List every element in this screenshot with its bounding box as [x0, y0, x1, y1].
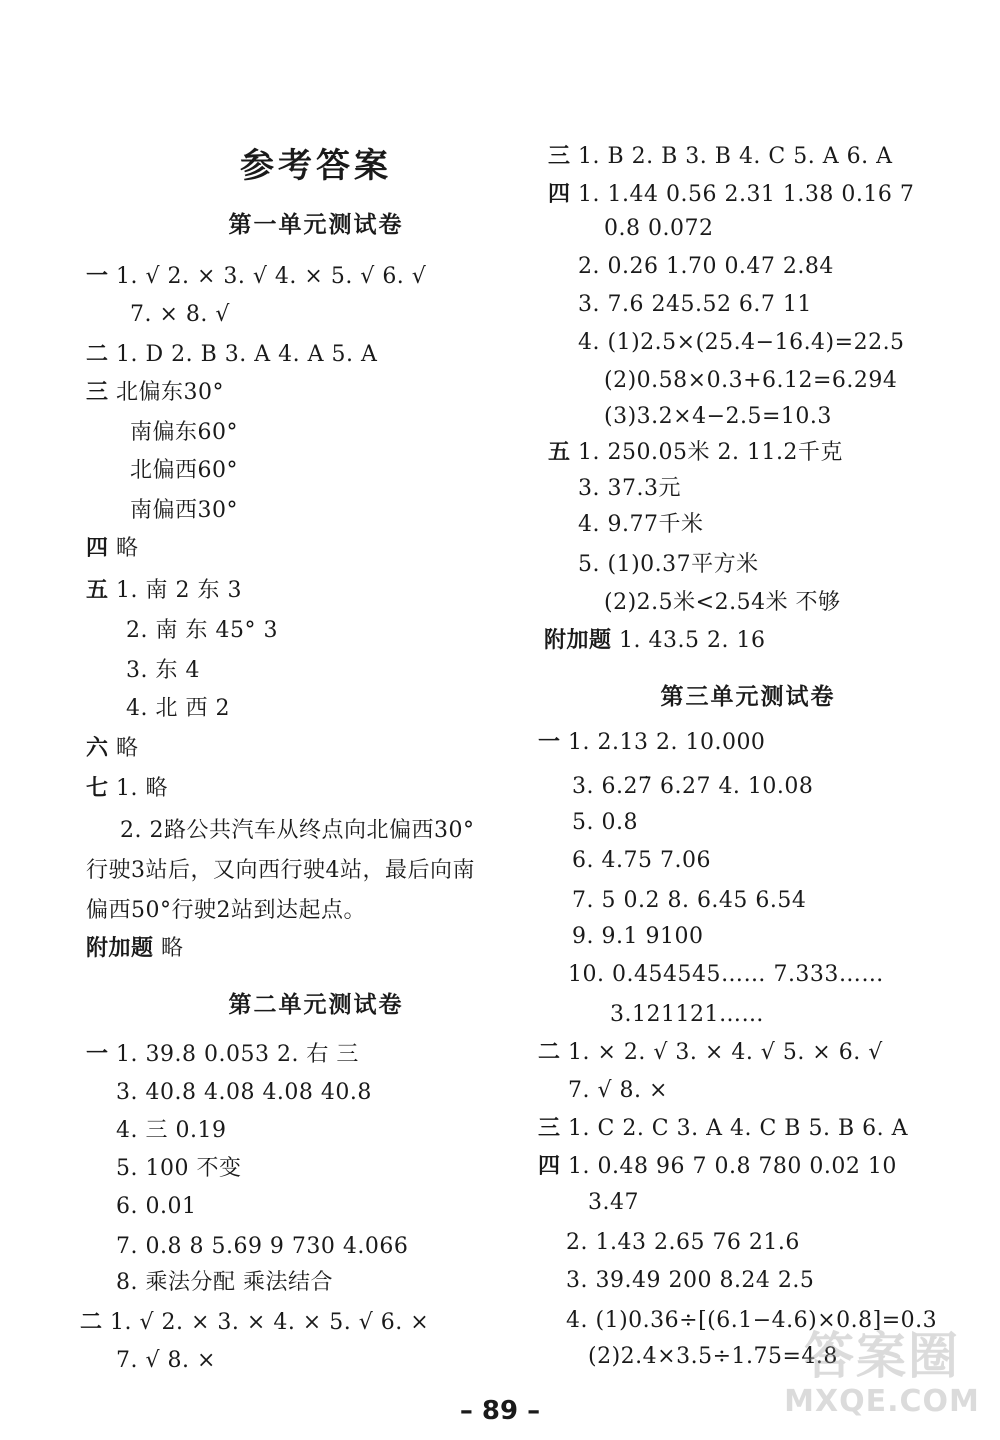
answer-line: 一 1. 2.13 2. 10.000 [538, 730, 766, 755]
answer-line: 行驶3站后，又向西行驶4站，最后向南 [86, 858, 475, 883]
answer-line: 4. (1)2.5×(25.4−16.4)=22.5 [578, 330, 905, 355]
answer-line: 三 北偏东30° [86, 380, 225, 405]
answer-line: 五 1. 250.05米 2. 11.2千克 [548, 440, 843, 465]
answer-line: 4. 9.77千米 [578, 512, 704, 537]
answer-line: 4. 北 西 2 [126, 696, 230, 721]
answer-line: 5. 0.8 [572, 810, 638, 835]
unit1-title: 第一单元测试卷 [228, 212, 404, 238]
answer-line: (2)0.58×0.3+6.12=6.294 [604, 368, 898, 393]
answer-line: 五 1. 南 2 东 3 [86, 578, 242, 603]
page-number: – 89 – [459, 1396, 541, 1426]
answer-line: 附加题 1. 43.5 2. 16 [544, 628, 766, 653]
answer-line: 9. 9.1 9100 [572, 924, 704, 949]
page-title: 参考答案 [240, 146, 392, 186]
answer-line: 南偏东60° [130, 420, 238, 445]
answer-line: 3. 37.3元 [578, 476, 681, 501]
answer-line: 2. 0.26 1.70 0.47 2.84 [578, 254, 834, 279]
answer-line: 5. (1)0.37平方米 [578, 552, 759, 577]
unit3-title: 第三单元测试卷 [660, 684, 836, 710]
answer-line: 三 1. B 2. B 3. B 4. C 5. A 6. A [548, 144, 893, 169]
answer-line: 南偏西30° [130, 498, 238, 523]
answer-line: 2. 2路公共汽车从终点向北偏西30° [120, 818, 475, 843]
answer-line: 二 1. √ 2. × 3. × 4. × 5. √ 6. × [80, 1310, 430, 1335]
answer-line: 一 1. 39.8 0.053 2. 右 三 [86, 1042, 359, 1067]
answer-line: 3.47 [588, 1190, 639, 1215]
answer-line: 6. 4.75 7.06 [572, 848, 711, 873]
answer-line: 4. 三 0.19 [116, 1118, 227, 1143]
answer-line: 北偏西60° [130, 458, 238, 483]
answer-line: 7. 5 0.2 8. 6.45 6.54 [572, 888, 807, 913]
answer-line: 7. × 8. √ [130, 302, 230, 327]
answer-line: 2. 1.43 2.65 76 21.6 [566, 1230, 800, 1255]
answer-line: 3. 东 4 [126, 658, 200, 683]
answer-line: 3.121121…… [610, 1002, 764, 1027]
answer-line: 7. 0.8 8 5.69 9 730 4.066 [116, 1234, 409, 1259]
answer-line: 三 1. C 2. C 3. A 4. C B 5. B 6. A [538, 1116, 908, 1141]
answer-line: 一 1. √ 2. × 3. √ 4. × 5. √ 6. √ [86, 264, 427, 289]
answer-line: (2)2.4×3.5÷1.75=4.8 [588, 1344, 838, 1369]
answer-line: 四 1. 1.44 0.56 2.31 1.38 0.16 7 [548, 182, 915, 207]
answer-line: 2. 南 东 45° 3 [126, 618, 278, 643]
answer-line: 5. 100 不变 [116, 1156, 242, 1181]
answer-line: 7. √ 8. × [568, 1078, 668, 1103]
answer-line: 3. 39.49 200 8.24 2.5 [566, 1268, 815, 1293]
answer-line: 七 1. 略 [86, 776, 168, 801]
answer-line: 4. (1)0.36÷[(6.1−4.6)×0.8]=0.3 [566, 1308, 938, 1333]
answer-line: 0.8 0.072 [604, 216, 714, 241]
answer-line: 偏西50°行驶2站到达起点。 [86, 898, 366, 923]
answer-line: 10. 0.454545…… 7.333…… [568, 962, 884, 987]
answer-line: 二 1. × 2. √ 3. × 4. √ 5. × 6. √ [538, 1040, 883, 1065]
answer-line: 附加题 略 [86, 936, 184, 961]
answer-line: (3)3.2×4−2.5=10.3 [604, 404, 832, 429]
watermark-url-text: MXQE.COM [784, 1384, 980, 1419]
answer-line: 四 1. 0.48 96 7 0.8 780 0.02 10 [538, 1154, 897, 1179]
answer-line: (2)2.5米<2.54米 不够 [604, 590, 841, 615]
answer-line: 3. 40.8 4.08 4.08 40.8 [116, 1080, 372, 1105]
answer-line: 六 略 [86, 736, 139, 761]
answer-line: 8. 乘法分配 乘法结合 [116, 1270, 333, 1295]
answer-line: 四 略 [86, 536, 139, 561]
answer-line: 6. 0.01 [116, 1194, 197, 1219]
answer-line: 二 1. D 2. B 3. A 4. A 5. A [86, 342, 378, 367]
watermark-main-text: 答案圈 [804, 1327, 960, 1385]
answer-line: 3. 6.27̇ 6.27 4. 10.08 [572, 774, 814, 799]
answer-line: 7. √ 8. × [116, 1348, 216, 1373]
answer-line: 3. 7.6 245.52 6.7 11 [578, 292, 812, 317]
unit2-title: 第二单元测试卷 [228, 992, 404, 1018]
